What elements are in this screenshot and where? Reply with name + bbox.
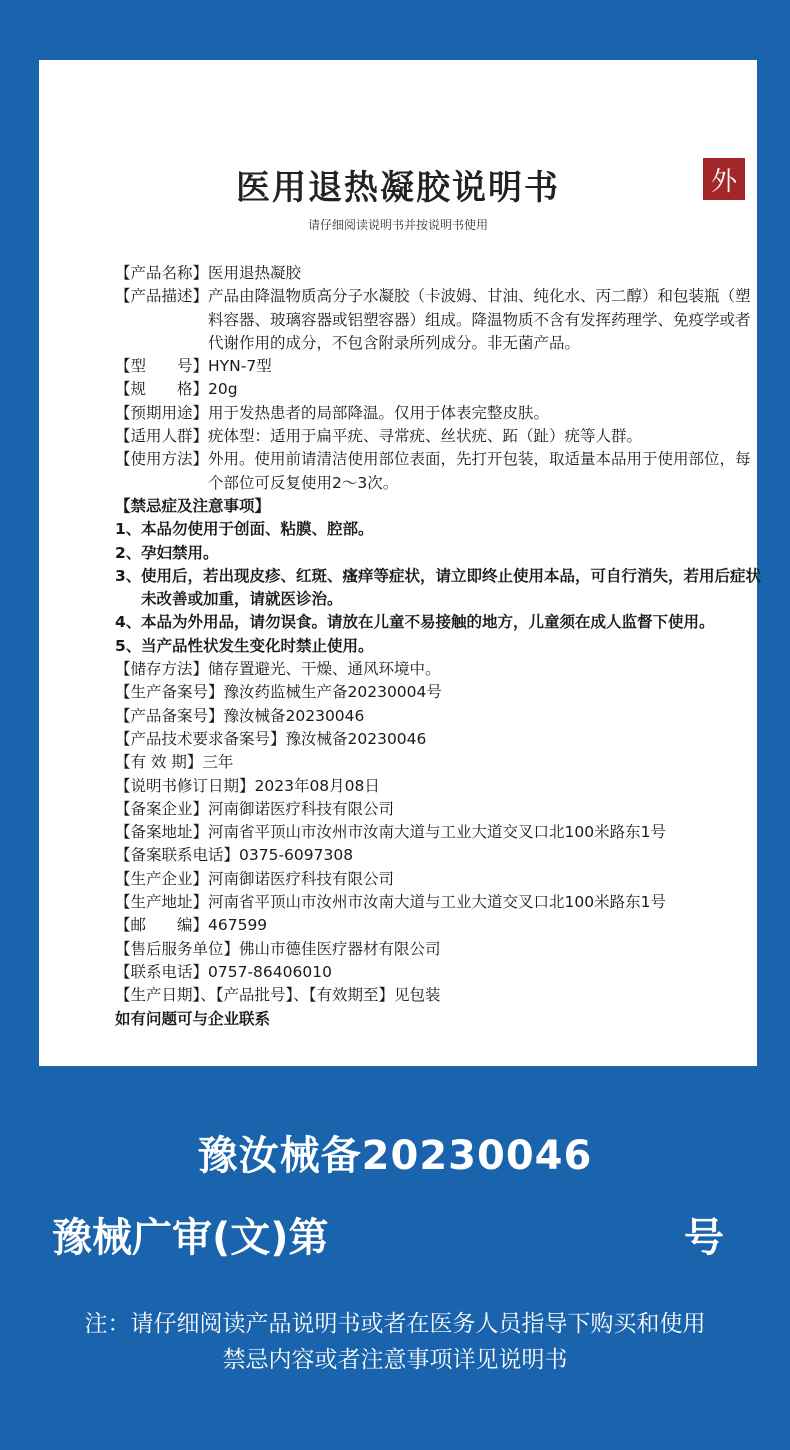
spec-value: 用于发热患者的局部降温。仅用于体表完整皮肤。	[208, 403, 550, 422]
spec-label: 【预期用途】	[115, 403, 209, 422]
caution-heading: 【禁忌症及注意事项】	[115, 496, 271, 515]
spec-row-usage	[115, 448, 765, 495]
footer-note-line-2: 禁忌内容或者注意事项详见说明书	[222, 1347, 568, 1373]
detail-record-phone: 【备案联系电话】0375-6097308	[115, 846, 354, 865]
spec-value: 外用。使用前请清洁使用部位表面，先打开包装，取适量本品用于使用部位，每个部位可反复使用2～3次。	[208, 450, 751, 492]
detail-shelf-life: 【有 效 期】三年	[115, 753, 234, 772]
spec-value: 疣体型：适用于扁平疣、寻常疣、丝状疣、跖（趾）疣等人群。	[208, 427, 643, 446]
detail-revision-date: 【说明书修订日期】2023年08月08日	[115, 776, 380, 795]
spec-value: 医用退热凝胶	[208, 264, 302, 282]
caution-number: 1、	[115, 520, 142, 539]
ad-approval-suffix: 号	[684, 1215, 724, 1261]
caution-item	[115, 542, 765, 565]
spec-label: 【使用方法】	[115, 450, 209, 469]
caution-item	[115, 635, 765, 658]
spec-value: 产品由降温物质高分子水凝胶（卡波姆、甘油、纯化水、丙二醇）和包装瓶（塑料容器、玻璃容器或铝塑容器）组成。降温物质不含有发挥药理学、免疫学或者代谢作用的成分，不包含附录所列成分。非无菌产品。	[208, 287, 751, 352]
spec-row-product-name	[115, 262, 765, 285]
caution-item	[115, 518, 765, 541]
spec-label: 【型 号】	[115, 357, 209, 376]
detail-record-address: 【备案地址】河南省平顶山市汝州市汝南大道与工业大道交叉口北100米路东1号	[115, 823, 666, 842]
detail-manufacturer: 【生产企业】河南御诺医疗科技有限公司	[115, 869, 395, 888]
caution-text: 使用后，若出现皮疹、红斑、瘙痒等症状，请立即终止使用本品，可自行消失，若用后症状未改善或加重，请就医诊治。	[141, 566, 762, 609]
leaflet-title: 医用退热凝胶说明书	[236, 168, 560, 208]
spec-label: 【规 格】	[115, 380, 209, 399]
instruction-leaflet	[39, 60, 762, 1066]
leaflet-subtitle: 请仔细阅读说明书并按说明书使用	[307, 218, 488, 232]
detail-manufacturer-address: 【生产地址】河南省平顶山市汝州市汝南大道与工业大道交叉口北100米路东1号	[115, 893, 666, 912]
detail-production-record-no: 【生产备案号】豫汝药监械生产备20230004号	[115, 683, 442, 702]
spec-row-size	[115, 378, 765, 401]
caution-number: 4、	[115, 613, 142, 632]
caution-text: 孕妇禁用。	[141, 543, 219, 562]
spec-label: 【产品描述】	[115, 287, 209, 306]
footer-note	[0, 1306, 790, 1378]
spec-value: 20g	[208, 380, 238, 399]
detail-contact-phone: 【联系电话】0757-86406010	[115, 962, 332, 981]
footer-note-line-1: 注：请仔细阅读产品说明书或者在医务人员指导下购买和使用	[84, 1311, 706, 1337]
caution-number: 3、	[115, 566, 142, 585]
caution-number: 5、	[115, 636, 142, 655]
spec-row-target-users	[115, 425, 765, 448]
caution-number: 2、	[115, 543, 142, 562]
detail-tech-requirement-no: 【产品技术要求备案号】豫汝械备20230046	[115, 729, 427, 748]
caution-text: 本品为外用品，请勿误食。请放在儿童不易接触的地方，儿童须在成人监督下使用。	[141, 613, 715, 632]
caution-item	[115, 611, 765, 634]
spec-list	[115, 262, 765, 1031]
spec-value: HYN-7型	[208, 357, 272, 376]
detail-packaging-note: 【生产日期】、【产品批号】、【有效期至】见包装	[115, 986, 441, 1005]
ad-approval-prefix: 豫械广审(文)第	[52, 1215, 329, 1261]
detail-record-company: 【备案企业】河南御诺医疗科技有限公司	[115, 799, 395, 818]
caution-text: 当产品性状发生变化时禁止使用。	[141, 636, 374, 655]
spec-row-model	[115, 355, 765, 378]
caution-text: 本品勿使用于创面、粘膜、腔部。	[141, 520, 374, 539]
spec-label: 【产品名称】	[115, 264, 209, 282]
spec-row-description	[115, 285, 765, 355]
spec-row-intended-use	[115, 402, 765, 425]
contact-note: 如有问题可与企业联系	[115, 1009, 271, 1028]
external-use-badge: 外	[703, 158, 745, 200]
detail-storage: 【储存方法】储存置避光、干燥、通风环境中。	[115, 660, 441, 679]
detail-product-record-no: 【产品备案号】豫汝械备20230046	[115, 706, 365, 725]
caution-item	[115, 565, 765, 612]
detail-service-company: 【售后服务单位】佛山市德佳医疗器材有限公司	[115, 939, 441, 958]
spec-label: 【适用人群】	[115, 427, 209, 446]
registration-number: 豫汝械备20230046	[197, 1133, 593, 1179]
detail-postcode: 【邮 编】467599	[115, 916, 268, 935]
